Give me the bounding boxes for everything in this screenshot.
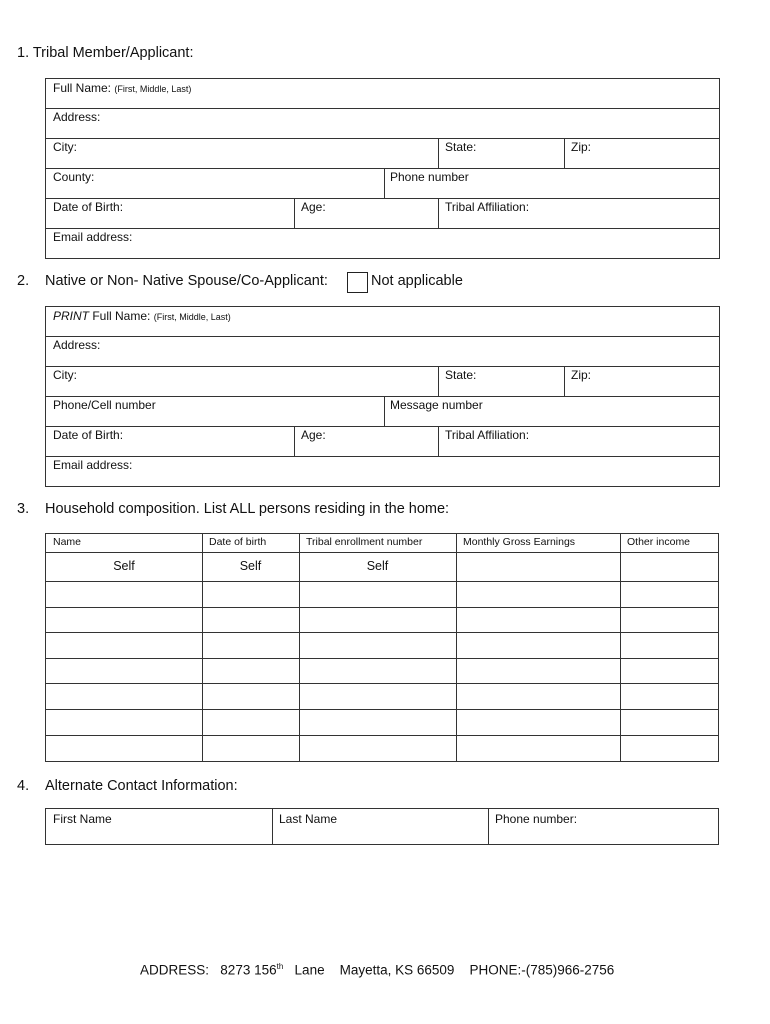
full-name-hint: (First, Middle, Last) (114, 84, 192, 94)
county-field[interactable]: County: (53, 170, 95, 184)
co-phone-cell-field[interactable]: Phone/Cell number (53, 398, 156, 412)
section2-heading: Native or Non- Native Spouse/Co-Applicant: (45, 273, 328, 289)
email-field[interactable]: Email address: (53, 230, 133, 244)
column-header-earnings: Monthly Gross Earnings (463, 536, 576, 548)
co-zip-field[interactable]: Zip: (571, 368, 592, 382)
section1-heading: 1. Tribal Member/Applicant: (17, 45, 194, 61)
co-state-field[interactable]: State: (445, 368, 477, 382)
table-cell-self-name[interactable]: Self (113, 559, 135, 573)
full-name-label: Full Name: (53, 81, 112, 95)
column-header-enrollment: Tribal enrollment number (306, 536, 423, 548)
full-name-field[interactable] (53, 81, 191, 95)
section4-number: 4. (17, 778, 30, 794)
section3-heading: Household composition. List ALL persons residing in the home: (45, 501, 450, 517)
age-field[interactable]: Age: (301, 200, 326, 214)
footer-city: Mayetta, KS 66509 (339, 962, 455, 978)
city-field[interactable]: City: (53, 140, 77, 154)
alt-first-name-field[interactable]: First Name (53, 812, 112, 826)
co-full-name-hint: (First, Middle, Last) (153, 312, 231, 322)
applicant-form (45, 78, 720, 259)
not-applicable-label: Not applicable (371, 273, 463, 289)
alt-phone-field[interactable]: Phone number: (495, 812, 578, 826)
print-label: PRINT (53, 309, 89, 323)
section4-heading: Alternate Contact Information: (45, 778, 238, 794)
address-field[interactable]: Address: (53, 110, 101, 124)
co-email-field[interactable]: Email address: (53, 458, 133, 472)
alternate-contact-form (45, 808, 719, 845)
state-field[interactable]: State: (445, 140, 477, 154)
table-cell-self-enrollment[interactable]: Self (366, 559, 389, 573)
co-full-name-label: Full Name: (92, 309, 151, 323)
co-tribal-affiliation-field[interactable]: Tribal Affiliation: (445, 428, 530, 442)
co-applicant-form (45, 306, 720, 487)
section3-number: 3. (17, 501, 30, 517)
dob-field[interactable]: Date of Birth: (53, 200, 124, 214)
co-city-field[interactable]: City: (53, 368, 77, 382)
footer-street-suffix: th (276, 962, 284, 971)
column-header-dob: Date of birth (209, 536, 267, 548)
household-table (45, 533, 719, 762)
footer (140, 962, 614, 978)
column-header-other-income: Other income (627, 536, 691, 548)
table-cell-self-dob[interactable]: Self (239, 559, 262, 573)
footer-street-number: 8273 156 (220, 962, 277, 978)
column-header-name: Name (53, 536, 82, 548)
not-applicable-checkbox[interactable] (347, 272, 368, 293)
footer-address-label: ADDRESS: (140, 962, 210, 978)
co-age-field[interactable]: Age: (301, 428, 326, 442)
co-message-field[interactable]: Message number (390, 398, 483, 412)
co-dob-field[interactable]: Date of Birth: (53, 428, 124, 442)
footer-street-name: Lane (294, 962, 325, 978)
footer-phone: PHONE:-(785)966-2756 (469, 962, 615, 978)
section2-number: 2. (17, 273, 30, 289)
co-address-field[interactable]: Address: (53, 338, 101, 352)
zip-field[interactable]: Zip: (571, 140, 592, 154)
phone-field[interactable]: Phone number (390, 170, 469, 184)
co-full-name-field[interactable] (53, 309, 231, 323)
alt-last-name-field[interactable]: Last Name (279, 812, 338, 826)
tribal-affiliation-field[interactable]: Tribal Affiliation: (445, 200, 530, 214)
